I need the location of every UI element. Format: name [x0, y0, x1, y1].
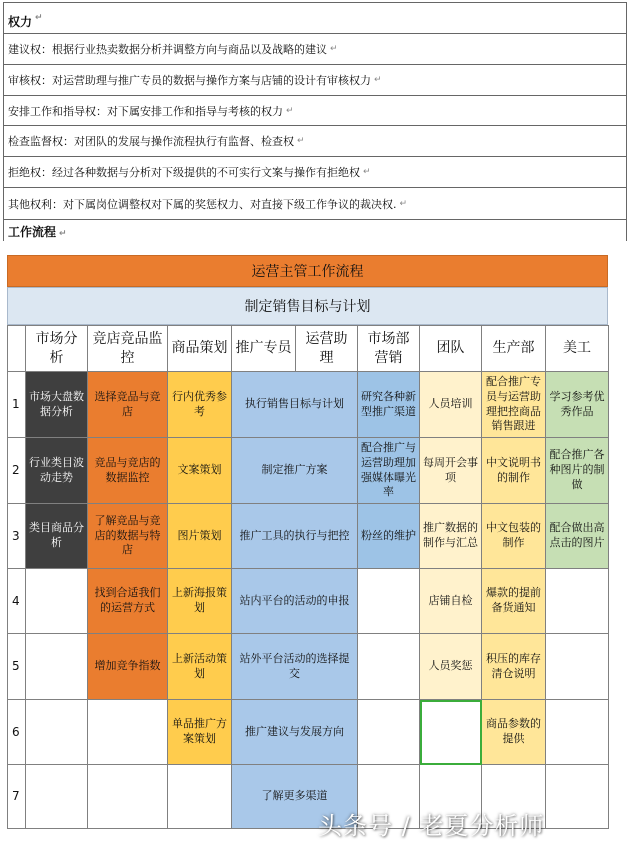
- cell-market: 行业类目波动走势: [26, 438, 88, 504]
- permission-item: [3, 156, 627, 187]
- cell-market: 类目商品分析: [26, 504, 88, 569]
- cell-promo: 执行销售目标与计划: [232, 372, 358, 438]
- cell-design: [546, 700, 609, 765]
- paragraph-mark-icon: ↵: [59, 229, 67, 239]
- permissions-heading: [3, 2, 627, 33]
- column-header: 运营助理: [296, 326, 358, 372]
- cell-team: 推广数据的制作与汇总: [420, 504, 482, 569]
- cell-team: 人员奖惩: [420, 634, 482, 700]
- row-number: 2: [8, 438, 26, 504]
- column-header: 推广专员: [232, 326, 296, 372]
- selected-cell[interactable]: [420, 700, 482, 765]
- corner-cell: [8, 326, 26, 372]
- column-header: 市场部营销: [358, 326, 420, 372]
- row-number: 4: [8, 569, 26, 634]
- cell-market: 市场大盘数据分析: [26, 372, 88, 438]
- paragraph-mark-icon: ↵: [35, 13, 43, 23]
- paragraph-mark-icon: ↵: [363, 167, 371, 177]
- cell-product: 上新活动策划: [168, 634, 232, 700]
- column-header: 美工: [546, 326, 609, 372]
- table-row: [8, 372, 609, 438]
- paragraph-mark-icon: ↵: [286, 105, 294, 116]
- cell-team: 人员培训: [420, 372, 482, 438]
- cell-team: 每周开会事项: [420, 438, 482, 504]
- cell-promo: 制定推广方案: [232, 438, 358, 504]
- cell-marketing: 配合推广与运营助理加强媒体曝光率: [358, 438, 420, 504]
- cell-compete: [88, 765, 168, 829]
- paragraph-mark-icon: ↵: [330, 44, 338, 54]
- cell-marketing: [358, 569, 420, 634]
- cell-product: 上新海报策划: [168, 569, 232, 634]
- permission-text: 审核权：对运营助理与推广专员的数据与操作方案与店铺的设计有审核权力: [8, 74, 371, 87]
- cell-design: [546, 569, 609, 634]
- cell-compete: 竞品与竞店的数据监控: [88, 438, 168, 504]
- table-row: [8, 700, 609, 765]
- permissions-heading-text: 权力: [8, 15, 33, 29]
- cell-production: 配合推广专员与运营助理把控商品销售跟进: [482, 372, 546, 438]
- cell-marketing: 粉丝的维护: [358, 504, 420, 569]
- cell-design: 学习参考优秀作品: [546, 372, 609, 438]
- cell-promo: 了解更多渠道: [232, 765, 358, 829]
- permission-item: [3, 95, 627, 125]
- cell-design: [546, 765, 609, 829]
- cell-marketing: [358, 700, 420, 765]
- cell-production: 中文说明书的制作: [482, 438, 546, 504]
- permission-item: [3, 125, 627, 156]
- cell-product: 行内优秀参考: [168, 372, 232, 438]
- cell-production: 爆款的提前备货通知: [482, 569, 546, 634]
- paragraph-mark-icon: ↵: [297, 136, 305, 146]
- paragraph-mark-icon: ↵: [399, 198, 408, 209]
- cell-market: [26, 634, 88, 700]
- workflow-heading-text: 工作流程: [8, 225, 57, 239]
- cell-design: 配合推广各种图片的制做: [546, 438, 609, 504]
- cell-product: 图片策划: [168, 504, 232, 569]
- permission-text: 其他权利：对下属岗位调整权对下属的奖惩权力、对直接下级工作争议的裁决权.: [8, 197, 397, 211]
- column-header: 市场分析: [26, 326, 88, 372]
- document: [3, 2, 627, 241]
- cell-compete: [88, 700, 168, 765]
- row-number: 7: [8, 765, 26, 829]
- table-row: [8, 504, 609, 569]
- watermark: 头条号 / 老夏分析师: [318, 812, 545, 840]
- cell-marketing: 研究各种新型推广渠道: [358, 372, 420, 438]
- permission-item: [3, 187, 627, 219]
- cell-design: [546, 634, 609, 700]
- workflow-heading: [3, 219, 627, 241]
- table-row: [8, 438, 609, 504]
- cell-promo: 站内平台的活动的申报: [232, 569, 358, 634]
- workflow-chart: [7, 255, 608, 829]
- chart-subtitle: 制定销售目标与计划: [7, 287, 608, 325]
- column-header: 竞店竞品监控: [88, 326, 168, 372]
- cell-product: 单品推广方案策划: [168, 700, 232, 765]
- cell-marketing: [358, 634, 420, 700]
- workflow-table: [7, 325, 609, 829]
- row-number: 6: [8, 700, 26, 765]
- cell-product: [168, 765, 232, 829]
- chart-title: 运营主管工作流程: [7, 255, 608, 287]
- table-row: [8, 634, 609, 700]
- cell-production: 商品参数的提供: [482, 700, 546, 765]
- column-header: 生产部: [482, 326, 546, 372]
- row-number: 3: [8, 504, 26, 569]
- permission-text: 安排工作和指导权：对下属安排工作和指导与考核的权力: [8, 104, 283, 118]
- cell-compete: 增加竞争指数: [88, 634, 168, 700]
- cell-market: [26, 700, 88, 765]
- column-header: 商品策划: [168, 326, 232, 372]
- permission-item: [3, 64, 627, 95]
- cell-market: [26, 765, 88, 829]
- cell-design: 配合做出高点击的图片: [546, 504, 609, 569]
- permission-text: 拒绝权：经过各种数据与分析对下级提供的不可实行文案与操作有拒绝权: [8, 166, 360, 179]
- cell-compete: 找到合适我们的运营方式: [88, 569, 168, 634]
- cell-team: 店铺自检: [420, 569, 482, 634]
- cell-promo: 推广建议与发展方向: [232, 700, 358, 765]
- column-header-row: [8, 326, 609, 372]
- cell-production: 中文包装的制作: [482, 504, 546, 569]
- cell-promo: 推广工具的执行与把控: [232, 504, 358, 569]
- cell-market: [26, 569, 88, 634]
- table-row: [8, 569, 609, 634]
- cell-promo: 站外平台活动的选择提交: [232, 634, 358, 700]
- row-number: 1: [8, 372, 26, 438]
- cell-compete: 选择竞品与竞店: [88, 372, 168, 438]
- permission-text: 检查监督权：对团队的发展与操作流程执行有监督、检查权: [8, 135, 294, 148]
- cell-compete: 了解竞品与竞店的数据与特店: [88, 504, 168, 569]
- paragraph-mark-icon: ↵: [374, 75, 382, 85]
- row-number: 5: [8, 634, 26, 700]
- permission-item: [3, 33, 627, 64]
- column-header: 团队: [420, 326, 482, 372]
- cell-production: 积压的库存清仓说明: [482, 634, 546, 700]
- cell-product: 文案策划: [168, 438, 232, 504]
- permission-text: 建议权：根据行业热卖数据分析并调整方向与商品以及战略的建议: [8, 43, 327, 56]
